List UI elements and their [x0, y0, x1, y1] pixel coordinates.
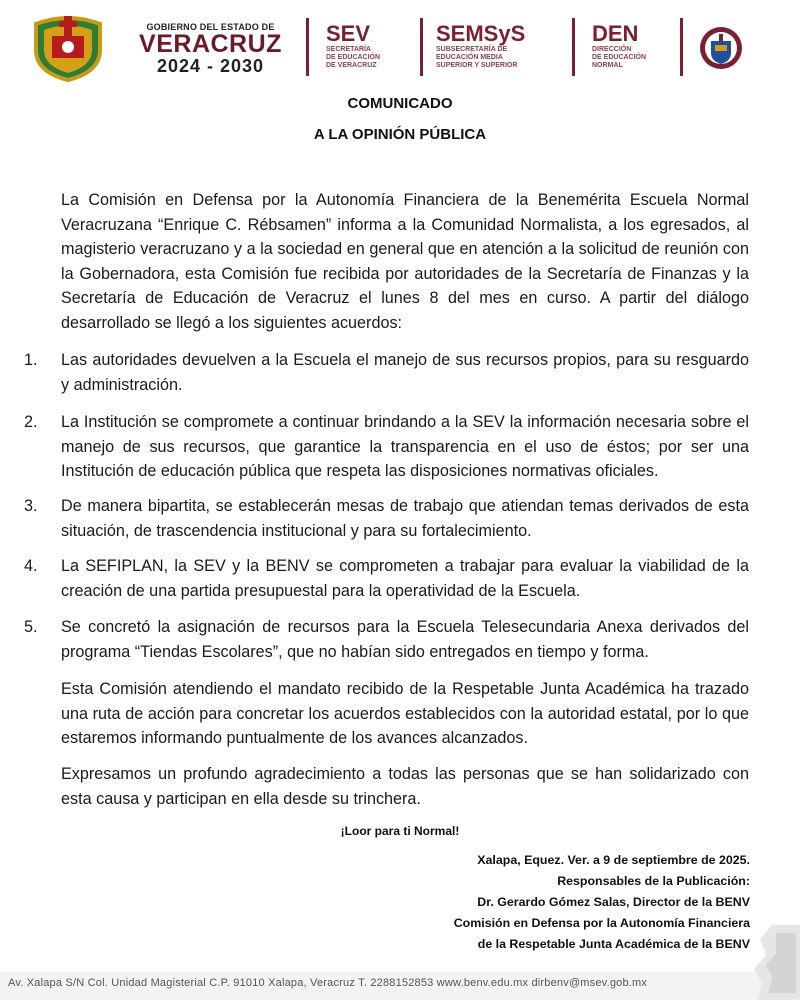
header-divider — [420, 18, 423, 76]
commission-line: Comisión en Defensa por la Autonomía Financiera — [453, 916, 750, 930]
header-divider — [572, 18, 575, 76]
den-logo — [592, 22, 646, 70]
motto: ¡Loor para ti Normal! — [340, 824, 460, 838]
agreement-number: 1. — [24, 351, 38, 369]
government-label: GOBIERNO DEL ESTADO DE — [146, 22, 275, 32]
benv-seal-icon — [698, 25, 744, 71]
semsys-name: SEMSyS — [436, 21, 526, 46]
sev-sub-1: SECRETARÍA — [326, 46, 371, 53]
header-divider — [680, 18, 683, 76]
thanks-paragraph: Expresamos un profundo agradecimiento a todas las personas que se han solidarizado con esta causa y participan en ella desde su trinchera. — [61, 765, 749, 808]
agreement-text: Las autoridades devuelven a la Escuela el manejo de sus recursos propios, para su resguardo y administración. — [61, 351, 749, 394]
director-line: Dr. Gerardo Gómez Salas, Director de la BENV — [477, 895, 750, 909]
closing-paragraph: Esta Comisión atendiendo el mandato recibido de la Respetable Junta Académica ha trazado una ruta de acción para concretar los acuerdos establecidos con la autoridad estatal, por lo que estaremos informando puntualmente de los avances alcanzados. — [61, 680, 749, 747]
den-sub-2: DE EDUCACIÓN — [592, 54, 647, 61]
agreement-text: La SEFIPLAN, la SEV y la BENV se comprometen a trabajar para evaluar la viabilidad de la creación de una partida presupuestal para la operatividad de la Escuela. — [61, 557, 749, 600]
veracruz-coat-of-arms-icon — [28, 10, 108, 82]
agreement-text: La Institución se compromete a continuar brindando a la SEV la información necesaria sobre el manejo de sus recursos, que garantice la transparencia en el uso de éstos; por ser una Institución de educación pública que respeta las disposiciones normativas oficiales. — [61, 413, 749, 480]
sev-logo — [326, 22, 380, 70]
letterhead — [0, 0, 800, 90]
agreement-text: Se concretó la asignación de recursos para la Escuela Telesecundaria Anexa derivados del programa “Tiendas Escolares”, que no habían sido entregados en tiempo y forma. — [61, 618, 749, 661]
sev-name: SEV — [326, 21, 371, 46]
semsys-sub-3: SUPERIOR Y SUPERIOR — [436, 62, 518, 69]
semsys-sub-2: EDUCACIÓN MEDIA — [436, 54, 503, 61]
semsys-logo — [436, 22, 525, 70]
agreement-number: 2. — [24, 413, 38, 431]
sev-sub-3: DE VERACRUZ — [326, 62, 377, 69]
government-period: 2024 - 2030 — [156, 56, 265, 76]
footer-address: Av. Xalapa S/N Col. Unidad Magisterial C.P. 91010 Xalapa, Veracruz T. 2288152853 www.benv.edu.mx dirbenv@msev.gob.mx — [8, 977, 648, 989]
signature-block — [350, 850, 750, 955]
document-subtitle: A LA OPINIÓN PÚBLICA — [313, 126, 487, 143]
decorative-corner-icon — [752, 925, 800, 1000]
agreement-number: 5. — [24, 618, 38, 636]
header-divider — [306, 18, 309, 76]
semsys-sub-1: SUBSECRETARÍA DE — [436, 46, 508, 53]
state-name: VERACRUZ — [139, 30, 282, 58]
document-title: COMUNICADO — [347, 95, 453, 112]
date-line: Xalapa, Equez. Ver. a 9 de septiembre de 2025. — [477, 853, 750, 867]
den-name: DEN — [592, 21, 639, 46]
agreement-number: 4. — [24, 557, 38, 575]
junta-line: de la Respetable Junta Académica de la BENV — [477, 937, 750, 951]
intro-paragraph: La Comisión en Defensa por la Autonomía Financiera de la Benemérita Escuela Normal Veracruzana “Enrique C. Rébsamen” informa a la Comunidad Normalista, a los egresados, al magisterio veracruzano y a la sociedad en general que en atención a la solicitud de reunión con la Gobernadora, esta Comisión fue recibida por autoridades de la Secretaría de Finanzas y la Secretaría de Educación de Veracruz el lunes 8 del mes en curso. A partir del diálogo desarrollado se llegó a los siguientes acuerdos: — [61, 191, 749, 332]
den-sub-3: NORMAL — [592, 62, 623, 69]
footer — [0, 972, 800, 1000]
den-sub-1: DIRECCIÓN — [592, 46, 632, 53]
agreement-text: De manera bipartita, se establecerán mesas de trabajo que atiendan temas derivados de esta situación, de trascendencia institucional y para su fortalecimiento. — [61, 497, 749, 540]
agreement-number: 3. — [24, 497, 38, 515]
sev-sub-2: DE EDUCACIÓN — [326, 54, 381, 61]
responsibles-label: Responsables de la Publicación: — [557, 874, 750, 888]
government-logo — [128, 22, 293, 76]
